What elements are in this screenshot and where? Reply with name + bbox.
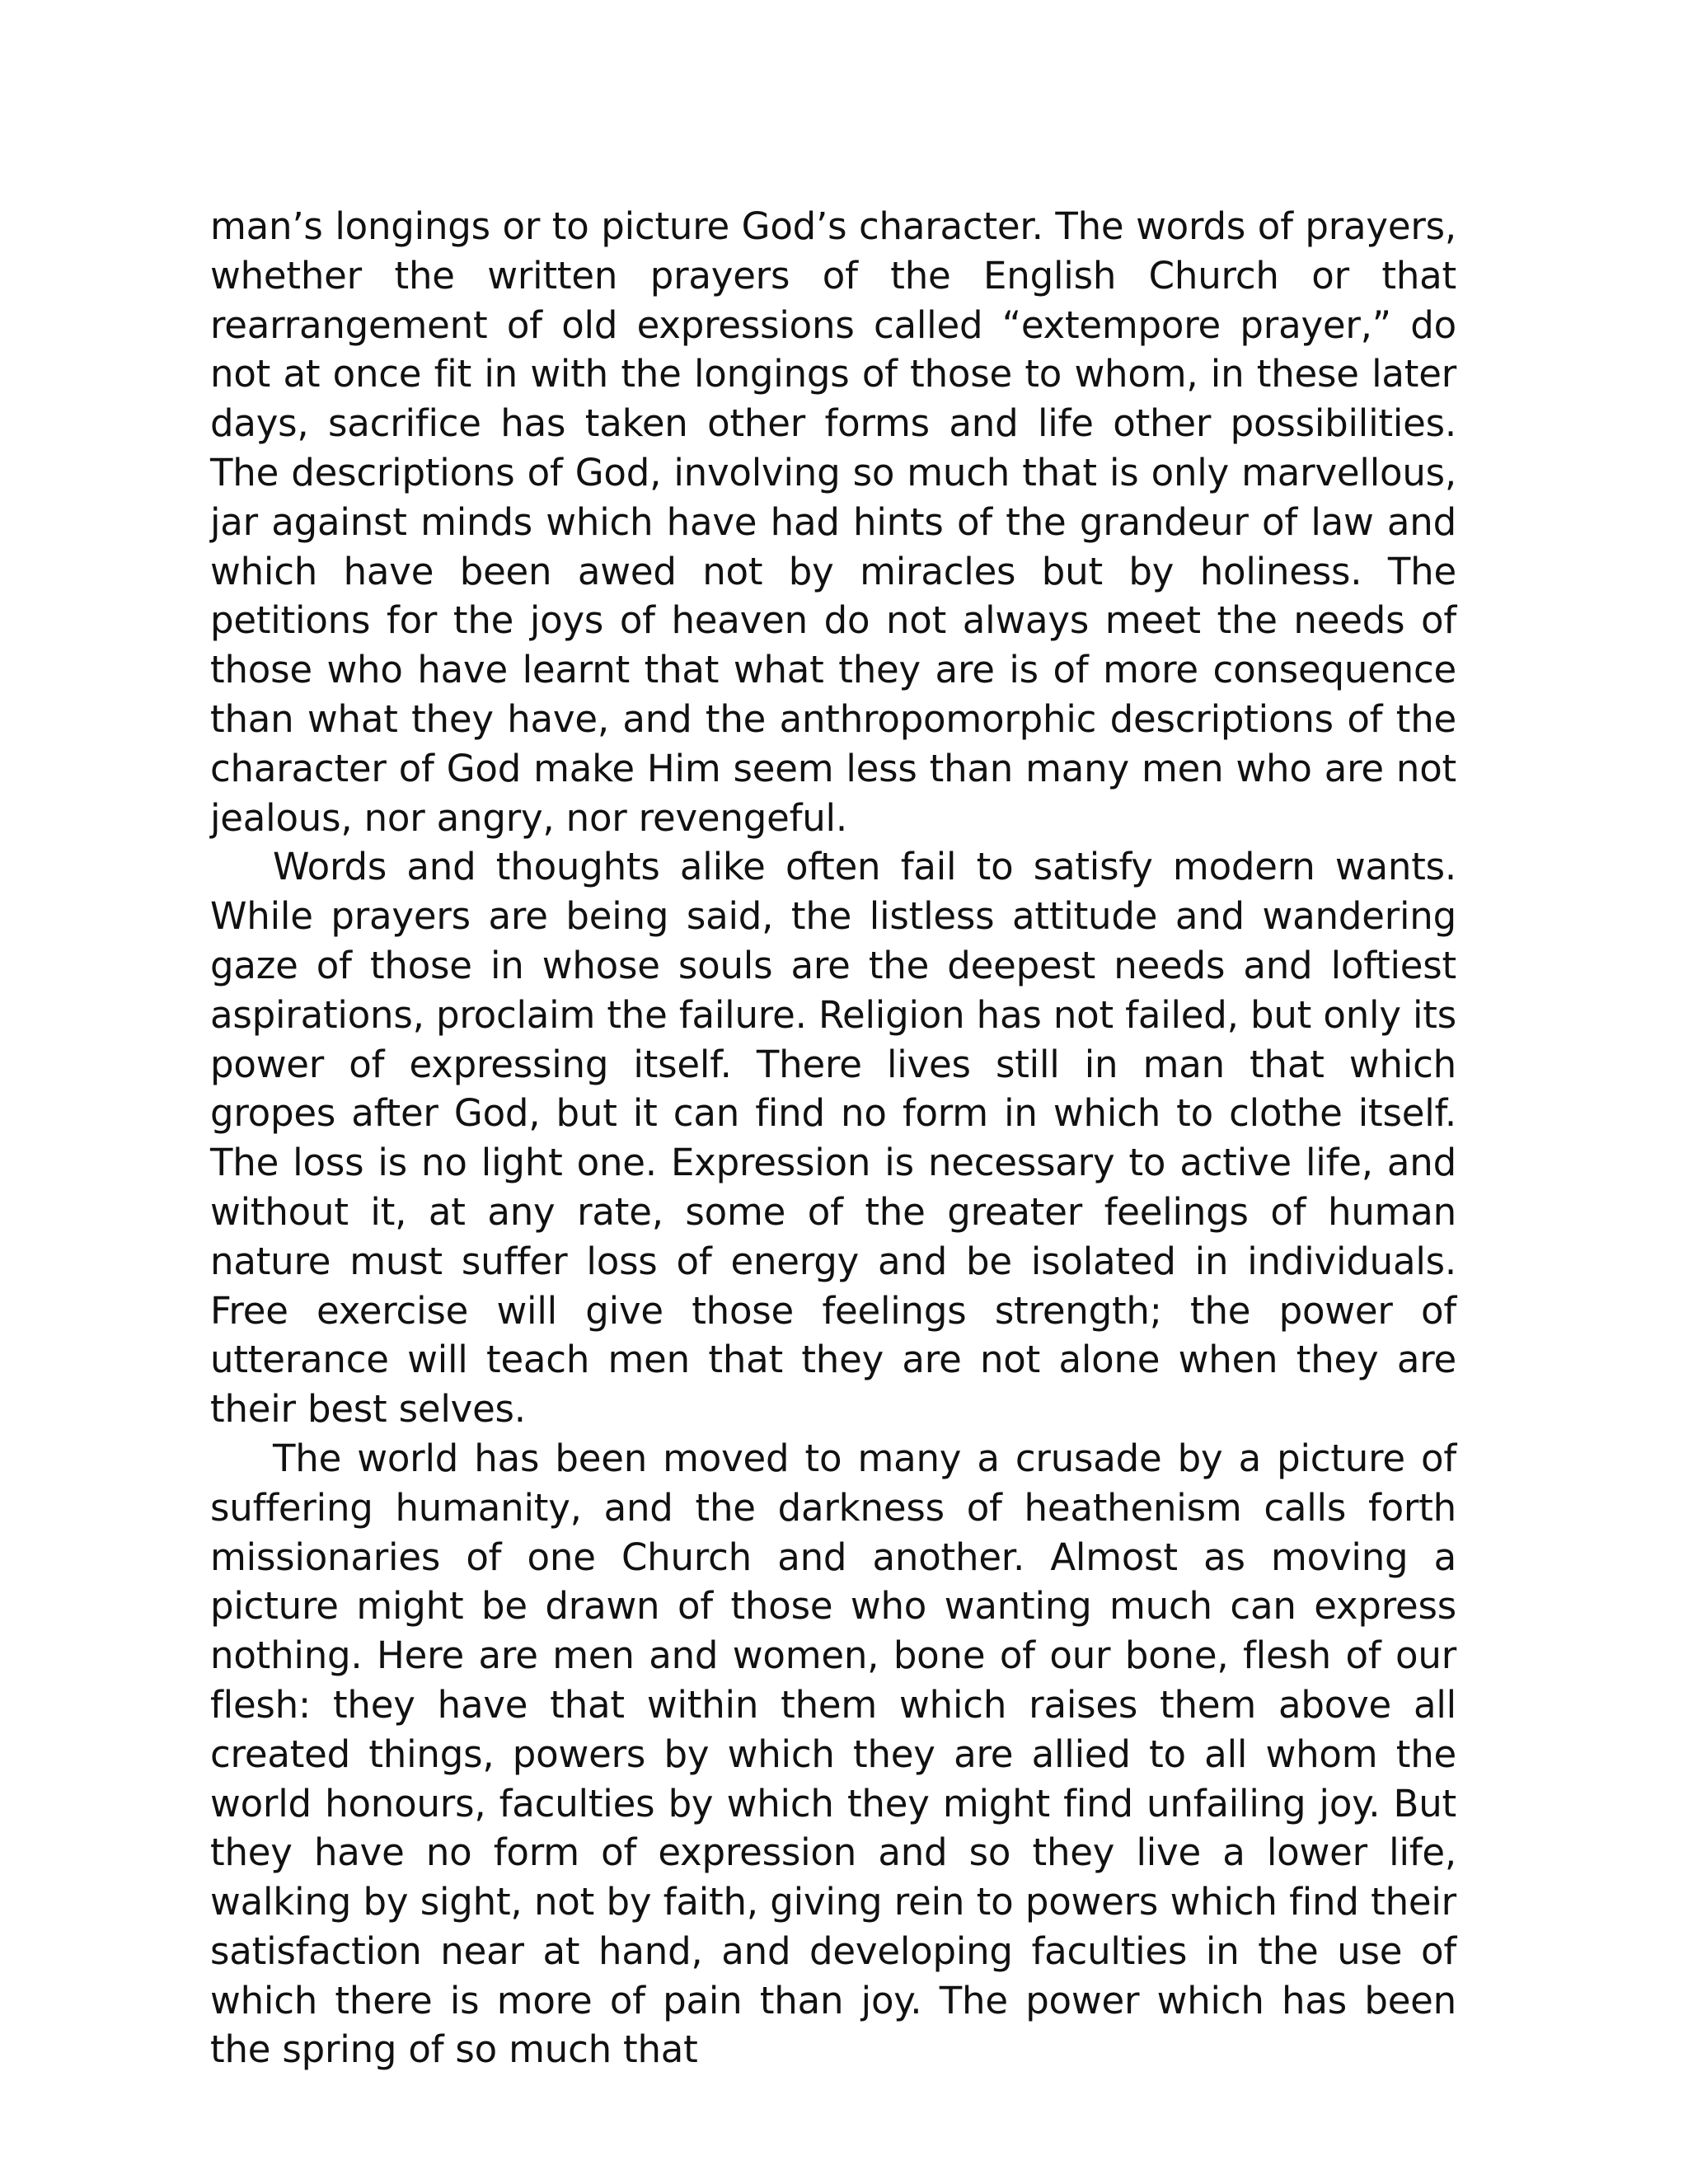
paragraph-1: man’s longings or to picture God’s character. The words of prayers, whether the written prayers of the English Church or that rearrangement of old expressions called “extempore prayer,” do not at once fit in with the longings of those to whom, in these later days, sacrifice has taken other forms and life other possibilities. The descriptions of God, involving so much that is only marvellous, jar against minds which have had hints of the grandeur of law and which have been awed not by miracles but by holiness. The petitions for the joys of heaven do not always meet the needs of those who have learnt that what they are is of more consequence than what they have, and the anthropomorphic descriptions of the character of God make Him seem less than many men who are not jealous, nor angry, nor revengeful. [210,204,1456,840]
body-text [210,202,1456,2074]
paragraph-2: Words and thoughts alike often fail to satisfy modern wants. While prayers are being said, the listless attitude and wandering gaze of those in whose souls are the deepest needs and loftiest aspirations, proclaim the failure. Religion has not failed, but only its power of expressing itself. There lives still in man that which gropes after God, but it can find no form in which to clothe itself. The loss is no light one. Expression is necessary to active life, and without it, at any rate, some of the greater feelings of human nature must suffer loss of energy and be isolated in individuals. Free exercise will give those feelings strength; the power of utterance will teach men that they are not alone when they are their best selves. [210,845,1456,1432]
paragraph-3: The world has been moved to many a crusade by a picture of suffering humanity, and the darkness of heathenism calls forth missionaries of one Church and another. Almost as moving a picture might be drawn of those who wanting much can express nothing. Here are men and women, bone of our bone, flesh of our flesh: they have that within them which raises them above all created things, powers by which they are allied to all whom the world honours, faculties by which they might find unfailing joy. But they have no form of expression and so they live a lower life, walking by sight, not by faith, giving rein to powers which find their satisfaction near at hand, and developing faculties in the use of which there is more of pain than joy. The power which has been the spring of so much that [210,1436,1456,2072]
